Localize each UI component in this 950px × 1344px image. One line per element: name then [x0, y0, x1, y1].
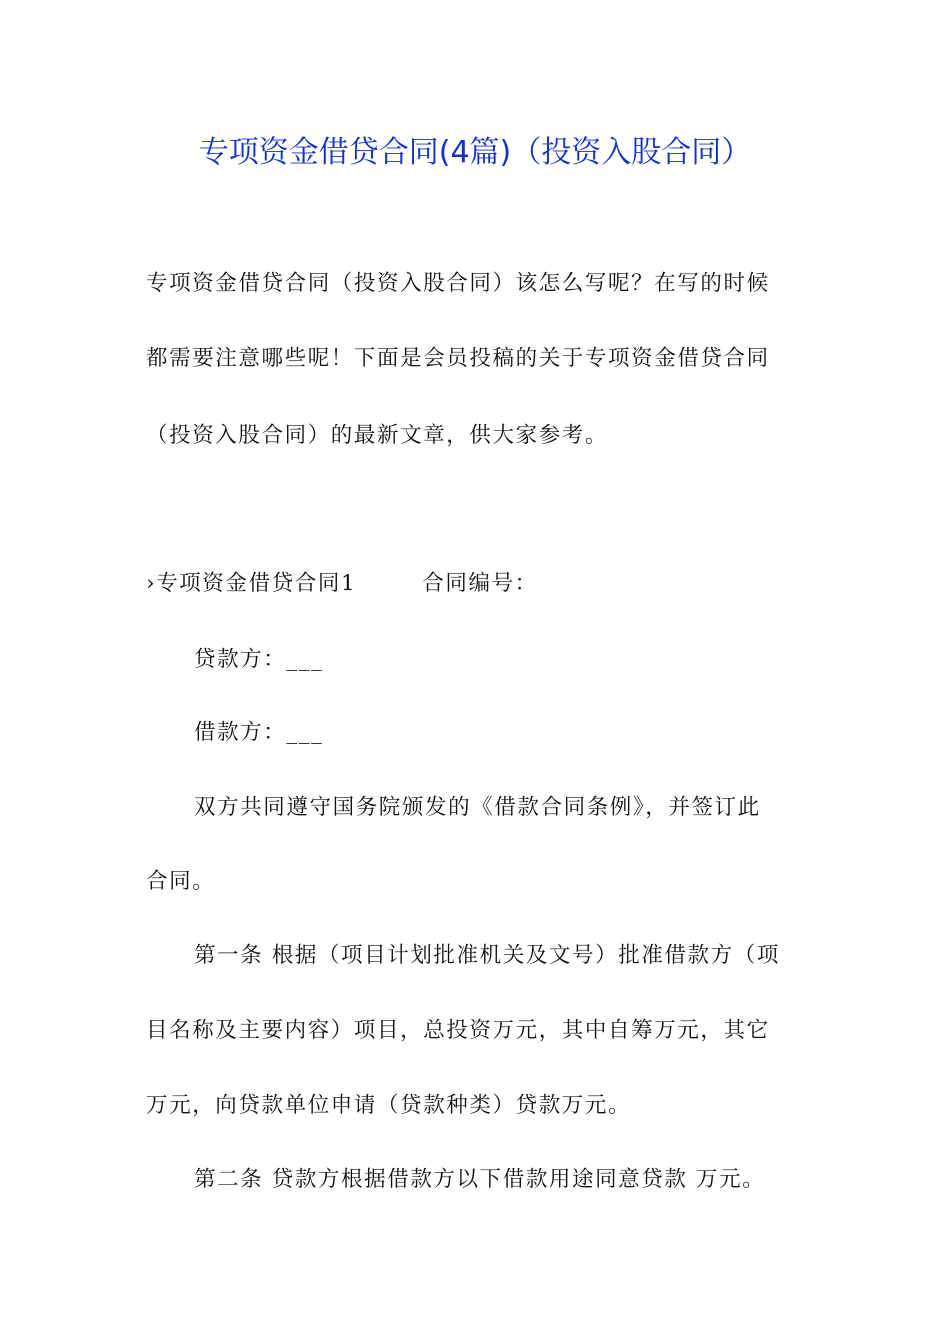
section-heading: ›专项资金借贷合同1	[146, 571, 357, 596]
borrower-line: 借款方：___	[194, 720, 324, 745]
document-title: 专项资金借贷合同(4篇)（投资入股合同）	[198, 135, 752, 170]
section-heading-row	[146, 569, 538, 599]
article-2-line: 第二条 贷款方根据借款方以下借款用途同意贷款 万元。	[194, 1167, 766, 1192]
paragraph-line: 双方共同遵守国务院颁发的《借款合同条例》，并签订此	[194, 795, 761, 820]
intro-line: 专项资金借贷合同（投资入股合同）该怎么写呢？在写的时候	[146, 271, 770, 296]
intro-line: （投资入股合同）的最新文章，供大家参考。	[146, 423, 609, 448]
article-1-line: 第一条 根据（项目计划批准机关及文号）批准借款方（项	[194, 943, 780, 968]
intro-line: 都需要注意哪些呢！下面是会员投稿的关于专项资金借贷合同	[146, 346, 770, 371]
paragraph-line: 合同。	[146, 869, 216, 894]
article-1-line: 万元，向贷款单位申请（贷款种类）贷款万元。	[146, 1093, 632, 1118]
lender-line: 贷款方：___	[194, 647, 324, 672]
contract-number-label: 合同编号：	[422, 571, 538, 596]
article-1-line: 目名称及主要内容）项目，总投资万元，其中自筹万元，其它	[146, 1018, 770, 1043]
